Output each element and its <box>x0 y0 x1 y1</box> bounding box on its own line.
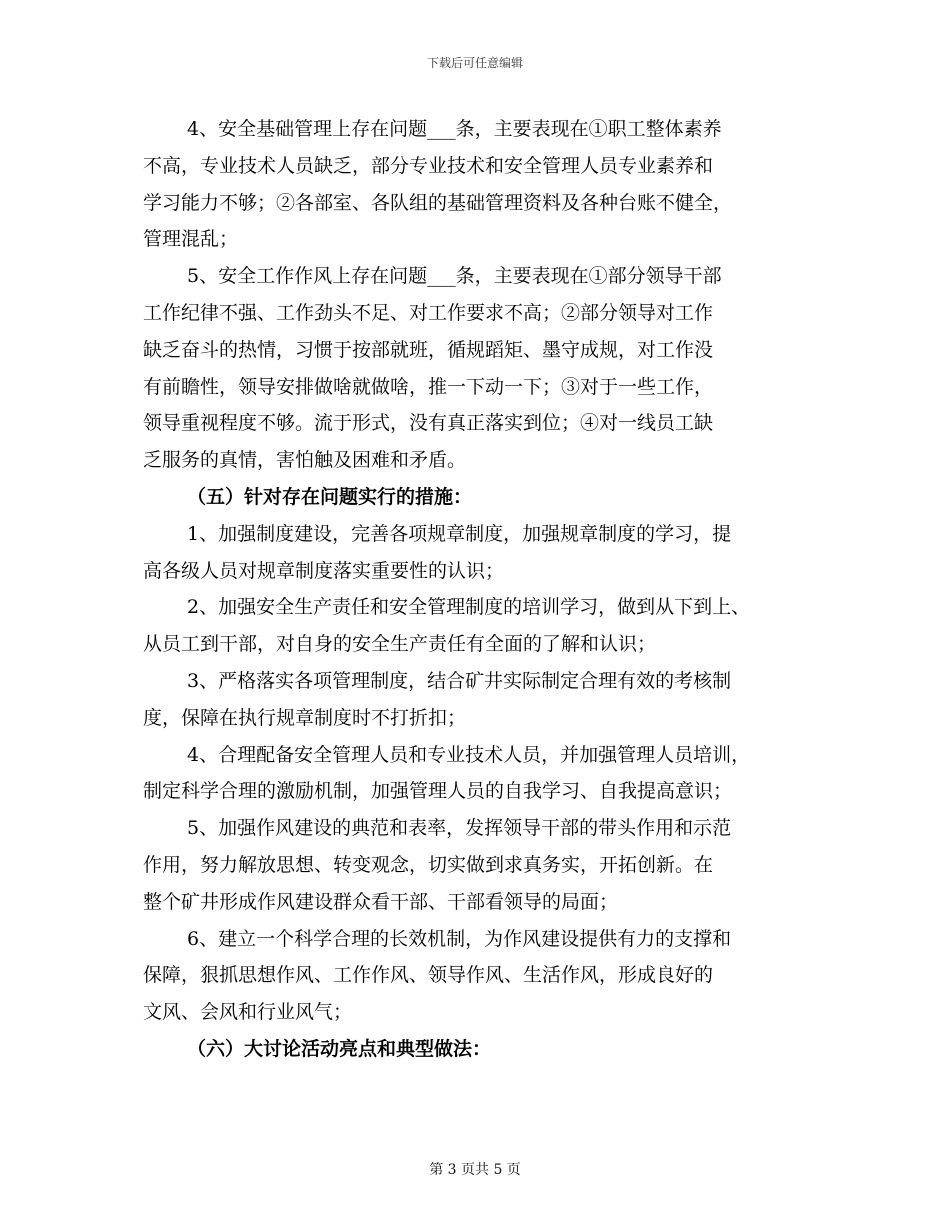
text-line: 不高，专业技术人员缺乏，部分专业技术和安全管理人员专业素养和 <box>143 154 714 177</box>
text-line: 5、加强作风建设的典范和表率，发挥领导干部的带头作用和示范 <box>187 817 732 840</box>
page-number-footer: 第 3 页共 5 页 <box>429 1162 521 1178</box>
text-line: 4、安全基础管理上存在问题___条，主要表现在①职工整体素养 <box>187 118 722 140</box>
text-line: 整个矿井形成作风建设群众看干部、干部看领导的局面； <box>143 890 619 913</box>
text-line: 5、安全工作作风上存在问题___条，主要表现在①部分领导干部 <box>187 265 722 288</box>
text-line: 管理混乱； <box>143 228 239 251</box>
text-line: 文风、会风和行业风气； <box>143 1001 353 1024</box>
text-line: 制定科学合理的激励机制，加强管理人员的自我学习、自我提高意识； <box>143 780 733 803</box>
text-line: 2、加强安全生产责任和安全管理制度的培训学习，做到从下到上、 <box>187 596 751 619</box>
text-line: 6、建立一个科学合理的长效机制，为作风建设提供有力的支撑和 <box>187 927 732 950</box>
section-heading: （五）针对存在问题实行的措施： <box>187 485 473 508</box>
text-line: 有前瞻性，领导安排做啥就做啥，推一下动一下；③对于一些工作， <box>143 375 714 398</box>
text-line: 1、加强制度建设，完善各项规章制度，加强规章制度的学习，提 <box>187 522 732 545</box>
text-line: 度，保障在执行规章制度时不打折扣； <box>143 706 467 729</box>
text-line: 领导重视程度不够。流于形式，没有真正落实到位；④对一线员工缺 <box>143 412 714 435</box>
text-line: 从员工到干部，对自身的安全生产责任有全面的了解和认识； <box>143 633 657 656</box>
text-line: 4、合理配备安全管理人员和专业技术人员，并加强管理人员培训， <box>187 743 751 766</box>
text-line: 缺乏奋斗的热情，习惯于按部就班，循规蹈矩、墨守成规，对工作没 <box>143 338 714 361</box>
section-heading: （六）大讨论活动亮点和典型做法： <box>187 1037 492 1060</box>
text-line: 高各级人员对规章制度落实重要性的认识； <box>143 559 505 582</box>
text-line: 乏服务的真情，害怕触及困难和矛盾。 <box>143 449 467 472</box>
page-header: 下载后可任意编辑 <box>426 56 523 70</box>
document-body <box>143 111 823 1068</box>
text-line: 工作纪律不强、工作劲头不足、对工作要求不高；②部分领导对工作 <box>143 301 714 324</box>
text-line: 作用，努力解放思想、转变观念，切实做到求真务实，开拓创新。在 <box>143 853 714 876</box>
text-line: 3、严格落实各项管理制度，结合矿井实际制定合理有效的考核制 <box>187 669 732 692</box>
text-line: 学习能力不够；②各部室、各队组的基础管理资料及各种台账不健全， <box>143 191 733 214</box>
text-line: 保障，狠抓思想作风、工作作风、领导作风、生活作风，形成良好的 <box>143 964 714 987</box>
